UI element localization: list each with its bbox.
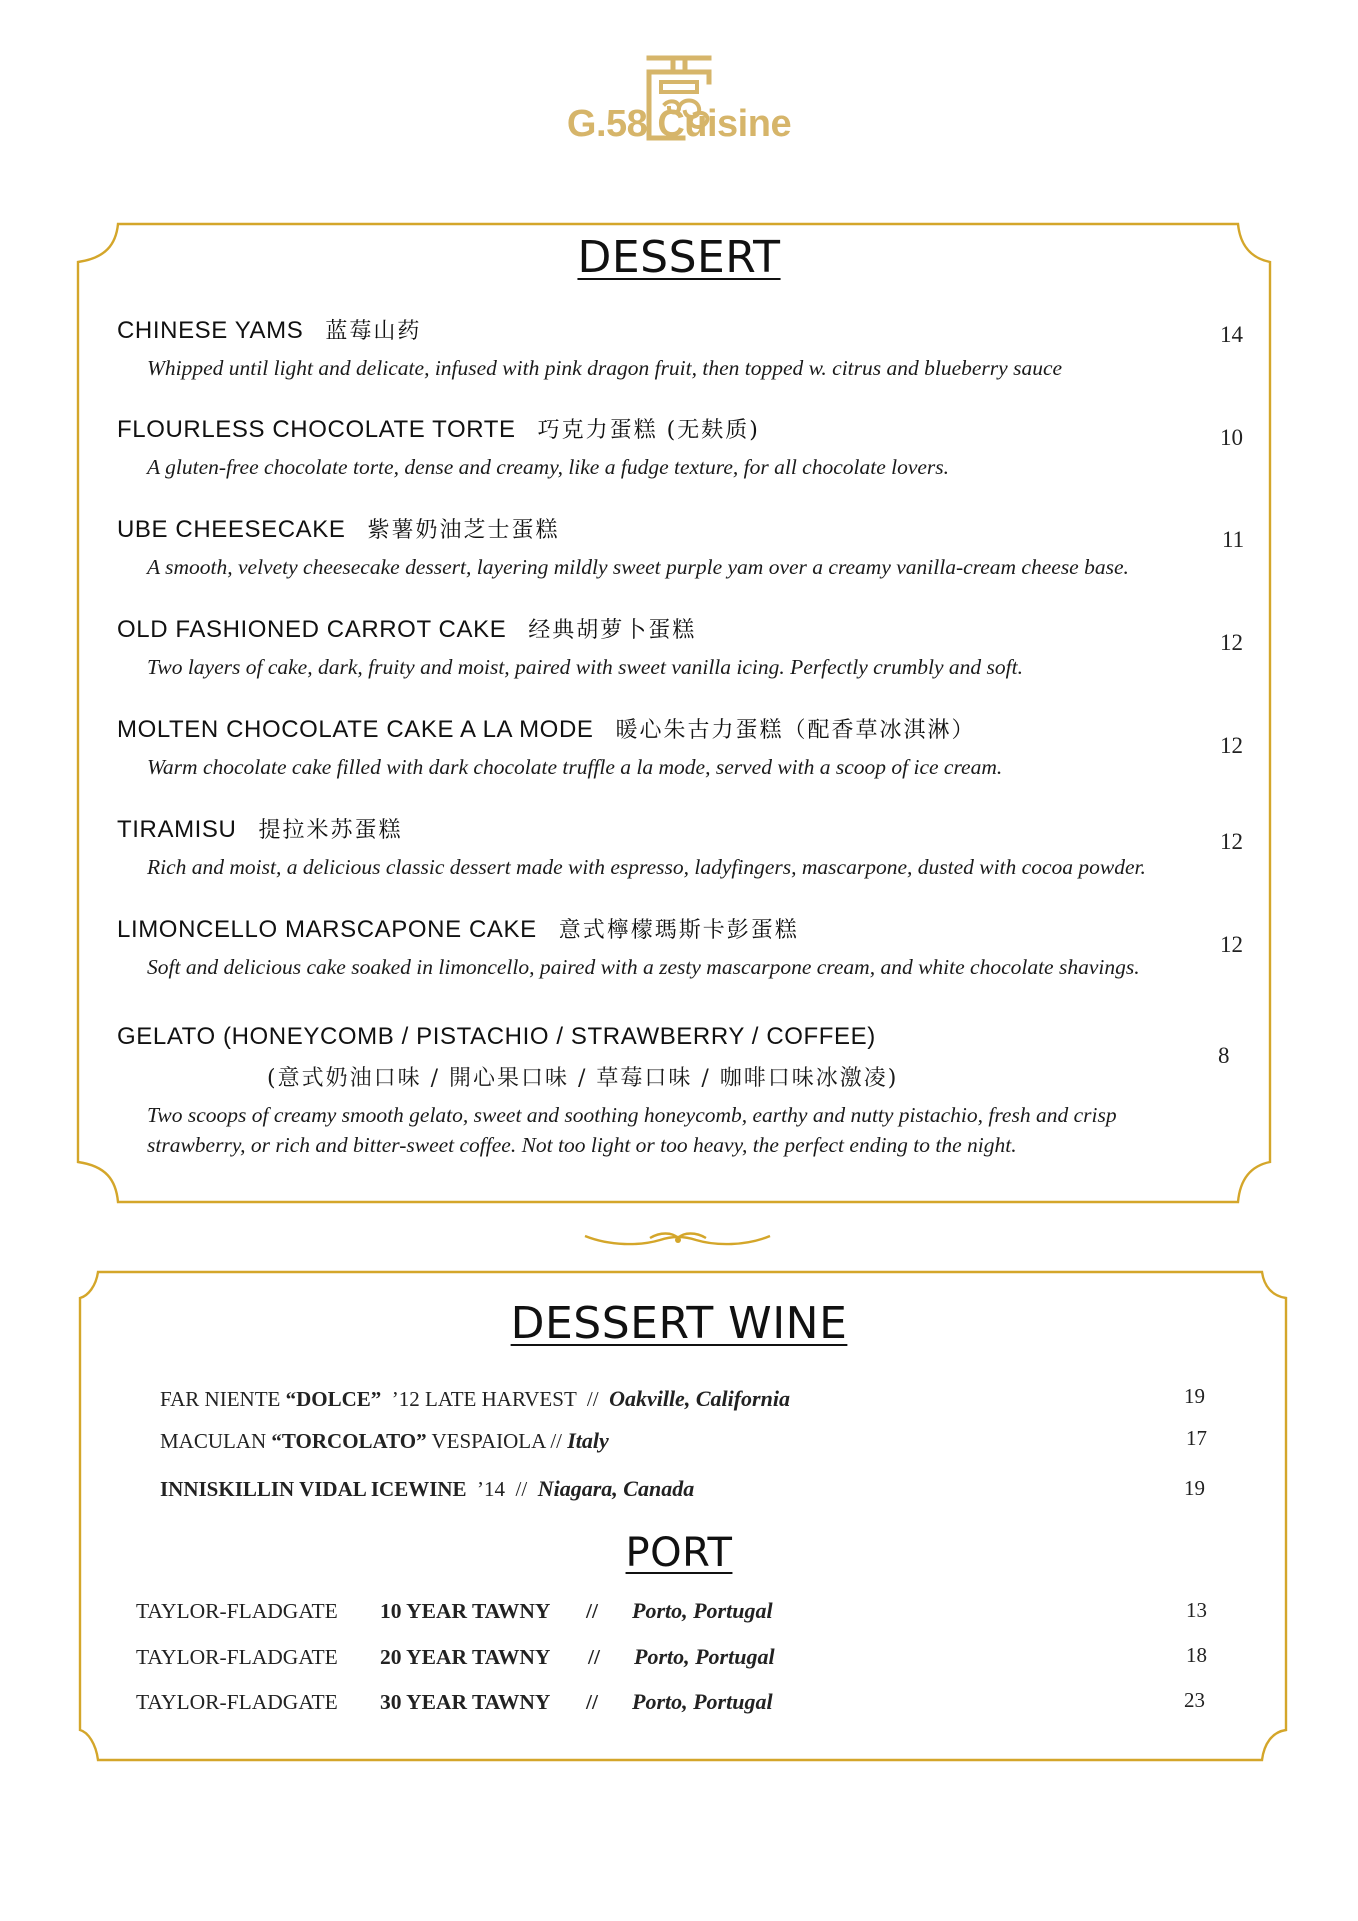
menu-item bbox=[117, 713, 1257, 782]
item-price: 12 bbox=[1220, 630, 1243, 655]
item-price: 11 bbox=[1222, 527, 1245, 552]
port-producer: TAYLOR-FLADGATE bbox=[136, 1690, 338, 1714]
brand-name: G.58 Cuisine bbox=[566, 103, 792, 145]
item-name: OLD FASHIONED CARROT CAKE bbox=[117, 616, 507, 643]
port-producer: TAYLOR-FLADGATE bbox=[136, 1645, 338, 1669]
item-chinese-name: 蓝莓山药 bbox=[325, 319, 422, 344]
item-name: LIMONCELLO MARSCAPONE CAKE bbox=[117, 916, 537, 943]
port-heading: PORT bbox=[625, 1530, 733, 1576]
item-price: 12 bbox=[1220, 733, 1243, 758]
wine-region: Niagara, Canada bbox=[537, 1476, 695, 1501]
menu-item bbox=[117, 613, 1257, 682]
item-price: 12 bbox=[1220, 932, 1243, 957]
wine-price: 17 bbox=[1186, 1426, 1207, 1450]
wine-item bbox=[160, 1386, 790, 1412]
item-description: Whipped until light and delicate, infused with pink dragon fruit, then topped w. citrus and blueberry sauce bbox=[147, 356, 1063, 380]
wine-detail: ’12 LATE HARVEST // bbox=[381, 1387, 610, 1411]
item-chinese-name: 紫薯奶油芝士蛋糕 bbox=[367, 518, 560, 543]
port-region: Porto, Portugal bbox=[632, 1598, 773, 1623]
item-name: MOLTEN CHOCOLATE CAKE A LA MODE bbox=[117, 716, 594, 743]
item-description: Rich and moist, a delicious classic dessert made with espresso, ladyfingers, mascarpone, dusted with cocoa powder. bbox=[147, 855, 1146, 879]
wine-price: 19 bbox=[1184, 1476, 1205, 1500]
item-name: UBE CHEESECAKE bbox=[117, 516, 346, 543]
port-price: 13 bbox=[1186, 1598, 1207, 1622]
item-description: A smooth, velvety cheesecake dessert, layering mildly sweet purple yam over a creamy vanilla-cream cheese base. bbox=[147, 555, 1129, 579]
port-price: 18 bbox=[1186, 1643, 1207, 1667]
item-price: 8 bbox=[1218, 1043, 1230, 1068]
menu-item bbox=[117, 813, 1257, 882]
item-chinese-name: 提拉米苏蛋糕 bbox=[258, 818, 403, 843]
wine-detail: ’14 // bbox=[466, 1477, 538, 1501]
port-age: 10 YEAR TAWNY bbox=[380, 1599, 551, 1623]
item-chinese-name: 暖心朱古力蛋糕（配香草冰淇淋） bbox=[615, 718, 976, 743]
menu-item bbox=[117, 913, 1257, 982]
item-name: GELATO (HONEYCOMB / PISTACHIO / STRAWBERRY / COFFEE) bbox=[117, 1023, 876, 1050]
port-separator: // bbox=[586, 1599, 598, 1623]
port-age: 20 YEAR TAWNY bbox=[380, 1645, 551, 1669]
wine-name: “DOLCE” bbox=[285, 1387, 382, 1411]
wine-detail: VESPAIOLA // bbox=[426, 1429, 568, 1453]
port-separator: // bbox=[586, 1690, 598, 1714]
wine-item bbox=[160, 1428, 609, 1454]
item-description: Two scoops of creamy smooth gelato, sweet and soothing honeycomb, earthy and nutty pistachio, fresh and crisp strawberry, or rich and bitter-sweet coffee. Not too light or too heavy, the perfect ending to the night. bbox=[147, 1103, 1117, 1157]
port-region: Porto, Portugal bbox=[632, 1689, 773, 1714]
wine-price: 19 bbox=[1184, 1384, 1205, 1408]
item-name: CHINESE YAMS bbox=[117, 317, 304, 344]
item-price: 14 bbox=[1220, 322, 1243, 347]
item-chinese-name: 经典胡萝卜蛋糕 bbox=[528, 618, 697, 643]
item-chinese-name: 巧克力蛋糕 (无麸质) bbox=[537, 418, 760, 443]
port-age: 30 YEAR TAWNY bbox=[380, 1690, 551, 1714]
item-name: FLOURLESS CHOCOLATE TORTE bbox=[117, 416, 516, 443]
wine-item bbox=[160, 1476, 694, 1502]
item-chinese-name: (意式奶油口味 / 開心果口味 / 草莓口味 / 咖啡口味冰激凌) bbox=[267, 1066, 899, 1091]
item-description: Soft and delicious cake soaked in limoncello, paired with a zesty mascarpone cream, and white chocolate shavings. bbox=[147, 955, 1140, 979]
item-name: TIRAMISU bbox=[117, 816, 237, 843]
item-description: Two layers of cake, dark, fruity and moist, paired with sweet vanilla icing. Perfectly crumbly and soft. bbox=[147, 655, 1023, 679]
item-description: Warm chocolate cake filled with dark chocolate truffle a la mode, served with a scoop of ice cream. bbox=[147, 755, 1003, 779]
item-description: A gluten-free chocolate torte, dense and creamy, like a fudge texture, for all chocolate lovers. bbox=[147, 455, 950, 479]
menu-item bbox=[117, 413, 1257, 482]
item-price: 10 bbox=[1220, 425, 1243, 450]
item-chinese-name: 意式檸檬瑪斯卡彭蛋糕 bbox=[558, 918, 799, 943]
dessert-heading: DESSERT bbox=[577, 232, 781, 283]
menu-item bbox=[117, 314, 1257, 383]
wine-producer: FAR NIENTE bbox=[160, 1387, 286, 1411]
divider-flourish-icon bbox=[585, 1234, 770, 1245]
item-price: 12 bbox=[1220, 829, 1243, 854]
menu-item bbox=[117, 1023, 1257, 1160]
wine-name: “TORCOLATO” bbox=[271, 1429, 427, 1453]
wine-producer: MACULAN bbox=[160, 1429, 272, 1453]
port-producer: TAYLOR-FLADGATE bbox=[136, 1599, 338, 1623]
port-region: Porto, Portugal bbox=[634, 1644, 775, 1669]
port-separator: // bbox=[588, 1645, 600, 1669]
wine-region: Oakville, California bbox=[609, 1386, 790, 1411]
wine-name: INNISKILLIN VIDAL ICEWINE bbox=[160, 1477, 467, 1501]
port-price: 23 bbox=[1184, 1688, 1205, 1712]
wine-region: Italy bbox=[567, 1428, 609, 1453]
dessert-wine-heading: DESSERT WINE bbox=[510, 1298, 848, 1349]
menu-item bbox=[117, 513, 1257, 582]
